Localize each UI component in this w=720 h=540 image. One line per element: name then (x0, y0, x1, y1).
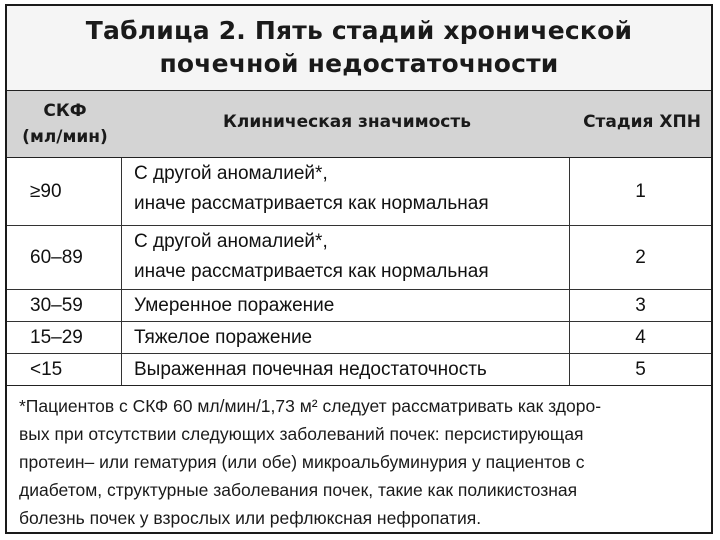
table-row (7, 290, 711, 322)
footnote-line-5: болезнь почек у взрослых или рефлюксная нефропатия. (19, 508, 482, 528)
clinical-line-2: иначе рассматривается как нормальная (134, 261, 489, 282)
gfr-cell: ≥90 (7, 158, 122, 225)
gfr-cell: 15–29 (7, 322, 122, 353)
clinical-line-1: С другой аномалией*, (134, 231, 328, 252)
clinical-line-2: иначе рассматривается как нормальная (134, 193, 489, 214)
footnote-line-3: протеин– или гематурия (или обе) микроальбуминурия у пациентов с (19, 452, 585, 472)
footnote (19, 392, 709, 532)
footnote-line-4: диабетом, структурные заболевания почек, такие как поликистозная (19, 480, 578, 500)
header-stage: Стадия ХПН (583, 112, 701, 132)
clinical-line-1: С другой аномалией*, (134, 163, 328, 184)
stage-cell: 3 (635, 294, 646, 316)
clinical-cell: Умеренное поражение (122, 290, 570, 321)
clinical-cell: Тяжелое поражение (122, 322, 570, 353)
gfr-cell: 30–59 (7, 290, 122, 321)
clinical-cell: Выраженная почечная недостаточность (122, 354, 570, 385)
header-gfr (9, 98, 121, 150)
table-row (7, 354, 711, 386)
table-row (7, 158, 711, 226)
table-frame (5, 4, 713, 534)
stage-cell: 4 (635, 326, 646, 348)
footnote-line-2: вых при отсутствии следующих заболеваний почек: персистирующая (19, 424, 584, 444)
title-line-1: Таблица 2. Пять стадий хронической (85, 16, 633, 45)
clinical-cell (122, 226, 570, 289)
footnote-line-1: *Пациентов с СКФ 60 мл/мин/1,73 м² следует рассматривать как здоро- (19, 396, 602, 416)
clinical-cell (122, 158, 570, 225)
gfr-cell: 60–89 (7, 226, 122, 289)
table-title (7, 6, 711, 90)
header-gfr-line2: (мл/мин) (22, 127, 108, 147)
table-row (7, 322, 711, 354)
title-line-2: почечной недостаточности (159, 49, 559, 78)
stage-cell: 5 (635, 358, 646, 380)
header-gfr-line1: СКФ (43, 101, 87, 121)
header-clinical: Клиническая значимость (223, 112, 471, 132)
stage-cell: 2 (635, 246, 646, 268)
table-row (7, 226, 711, 290)
gfr-cell: <15 (7, 354, 122, 385)
stage-cell: 1 (635, 180, 646, 202)
table-header (7, 90, 711, 158)
